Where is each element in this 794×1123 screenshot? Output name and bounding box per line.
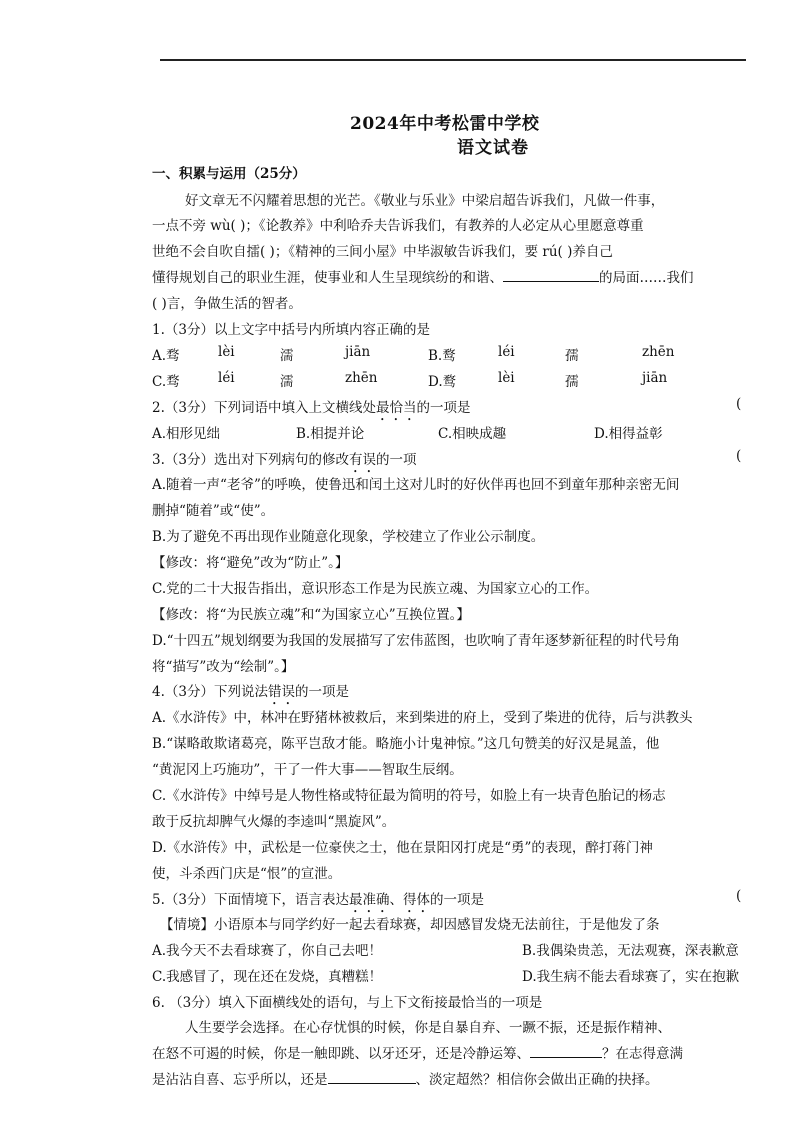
q6-blank-2	[328, 1070, 416, 1084]
q4-option-c-line-2: 敢于反抗却脾气火爆的李逵叫“黑旋风”。	[152, 814, 396, 830]
q6-text-line-1: 人生要学会选择。在心存忧惧的时候，你是自暴自弃、一蹶不振，还是振作精神、	[185, 1020, 671, 1036]
q4-option-b-line-2: “黄泥冈上巧施功”，干了一件大事——智取生辰纲。	[152, 762, 463, 778]
q5-scenario: 【情境】小语原本与同学约好一起去看球赛，却因感冒发烧无法前往，于是他发了条	[160, 917, 660, 933]
passage-line-3: 世绝不会自吹自擂( )；《精神的三间小屋》中毕淑敏告诉我们，要 rú( )养自己	[152, 244, 613, 260]
q2-answer-paren: (	[736, 396, 742, 412]
q1-stem: 1.（3分）以上文字中括号内所填内容正确的是	[152, 322, 430, 338]
exam-title: 2024年中考松雷中学校	[350, 114, 540, 134]
q2-stem: 2.（3分）下列词语中填入上文横线处最恰当的一项是	[152, 400, 471, 416]
q5-option-d: D.我生病不能去看球赛了，实在抱歉	[522, 969, 740, 985]
q3-option-c-line-2: 【修改：将“为民族立魂”和“为国家立心”互换位置。】	[152, 607, 470, 623]
q3-option-c-line-1: C.党的二十大报告指出，意识形态工作是为民族立魂、为国家立心的工作。	[152, 581, 599, 597]
q4-option-d-line-1: D.《水浒传》中，武松是一位豪侠之士，他在景阳冈打虎是“勇”的表现，醉打蒋门神	[152, 840, 653, 856]
passage-line-1: 好文章无不闪耀着思想的光芒。《敬业与乐业》中梁启超告诉我们，凡做一件事，	[185, 193, 665, 209]
q5-option-b: B.我偶染贵恙，无法观赛，深表歉意	[522, 943, 739, 959]
q4-option-a: A.《水浒传》中，林冲在野猪林被救后，来到柴进的府上，受到了柴进的优待，后与洪教头	[152, 710, 693, 726]
q5-option-a: A.我今天不去看球赛了，你自己去吧！	[152, 943, 383, 959]
q3-stem: 3.（3分）选出对下列病句的修改有误的一项	[152, 452, 417, 468]
q2-option-d: D.相得益彰	[594, 426, 663, 442]
passage-line-2: 一点不旁 wù( )；《论教养》中利哈乔夫告诉我们，有教养的人必定从心里愿意尊重	[152, 218, 644, 234]
q4-option-b-line-1: B.“谋略敢欺诸葛亮，陈平岂敌才能。略施小计鬼神惊。”这几句赞美的好汉是晁盖，他	[152, 736, 660, 752]
q6-text-line-3: 是沾沾自喜、忘乎所以，还是 、淡定超然？相信你会做出正确的抉择。	[152, 1072, 659, 1088]
q4-stem: 4.（3分）下列说法错误的一项是	[152, 684, 349, 700]
passage-blank	[503, 268, 599, 282]
q3-option-d-line-2: 将“描写”改为“绘制”。】	[152, 659, 295, 675]
q3-answer-paren: (	[736, 448, 742, 464]
q5-option-c: C.我感冒了，现在还在发烧，真糟糕！	[152, 969, 383, 985]
q3-option-a-line-2: 删掉“随着”或“使”。	[152, 503, 275, 519]
q6-stem: 6. （3分）填入下面横线处的语句，与上下文衔接最恰当的一项是	[152, 995, 543, 1011]
header-rule	[160, 59, 746, 61]
q6-text-line-2: 在怒不可遏的时候，你是一触即跳、以牙还牙，还是冷静运筹、 ？在志得意满	[152, 1046, 683, 1062]
q3-option-d-line-1: D.“十四五”规划纲要为我国的发展描写了宏伟蓝图，也吹响了青年逐梦新征程的时代号角	[152, 633, 680, 649]
q2-option-b: B.相提并论	[296, 426, 365, 442]
exam-subtitle: 语文试卷	[457, 138, 529, 158]
q6-blank-1	[530, 1044, 602, 1058]
q5-answer-paren: (	[736, 888, 742, 904]
passage-line-5: ( )言，争做生活的智者。	[152, 296, 302, 312]
q5-stem: 5.（3分）下面情境下，语言表达最准确、得体的一项是	[152, 892, 484, 908]
q3-option-b-line-2: 【修改：将“避免”改为“防止”。】	[152, 555, 349, 571]
q2-option-c: C.相映成趣	[438, 426, 507, 442]
passage-line-4: 懂得规划自己的职业生涯，使事业和人生呈现缤纷的和谐、 的局面……我们	[152, 270, 694, 286]
q2-option-a: A.相形见绌	[152, 426, 221, 442]
section-heading: 一、积累与运用（25分）	[152, 166, 306, 182]
q4-option-c-line-1: C.《水浒传》中绰号是人物性格或特征最为简明的符号，如脸上有一块青色胎记的杨志	[152, 788, 666, 804]
q4-option-d-line-2: 使，斗杀西门庆是“恨”的宣泄。	[152, 866, 342, 882]
q3-option-b-line-1: B.为了避免不再出现作业随意化现象，学校建立了作业公示制度。	[152, 529, 545, 545]
q3-option-a-line-1: A.随着一声“老爷”的呼唤，使鲁迅和闰土这对儿时的好伙伴再也回不到童年那种亲密无间	[152, 477, 680, 493]
